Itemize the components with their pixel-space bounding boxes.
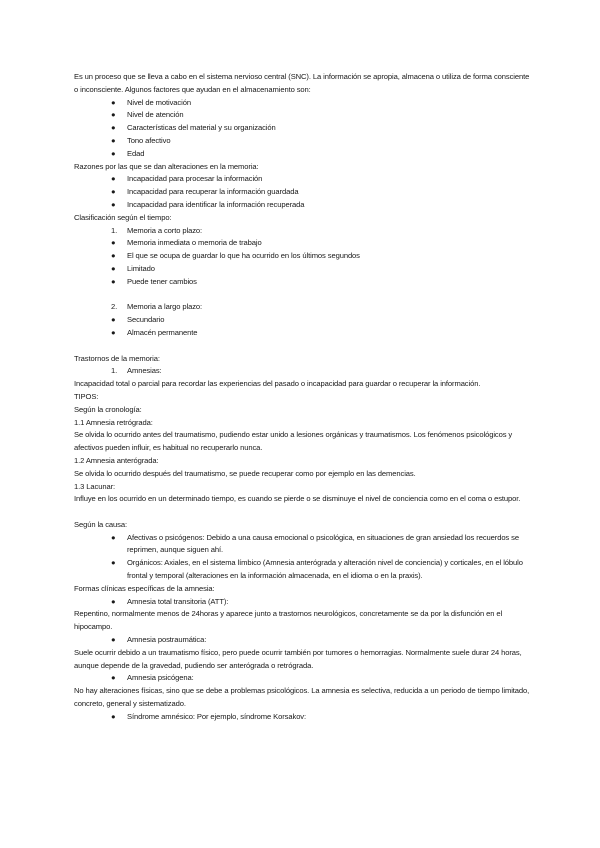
spacer (74, 506, 534, 519)
bullet-icon: ● (111, 315, 116, 325)
list-item: ● El que se ocupa de guardar lo que ha ocurrido en los últimos segundos (74, 250, 534, 263)
bullet-icon: ● (111, 199, 116, 209)
bullet-icon: ● (111, 263, 116, 273)
list-item: ● Amnesia postraumática: (74, 634, 534, 647)
bullet-icon: ● (111, 558, 116, 568)
causa-heading: Según la causa: (74, 519, 127, 529)
bullet-icon: ● (111, 532, 116, 542)
spacer (74, 340, 534, 353)
bullet-icon: ● (111, 635, 116, 645)
list-item: ● Amnesia total transitoria (ATT): (74, 596, 534, 609)
bullet-icon: ● (111, 97, 116, 107)
list-item: ● Secundario (74, 314, 534, 327)
amnesia-definition: Incapacidad total o parcial para recordar las experiencias del pasado o incapacidad para guardar o recuperar la información. (74, 379, 481, 389)
list-item: ● Nivel de atención (74, 109, 534, 122)
list-item: ● Nivel de motivación (74, 97, 534, 110)
bullet-icon: ● (111, 251, 116, 261)
list-item: ● Incapacidad para procesar la información (74, 173, 534, 186)
bullet-icon: ● (111, 174, 116, 184)
intro-paragraph: Es un proceso que se lleva a cabo en el sistema nervioso central (SNC). La información se apropia, almacena o utiliza de forma consciente o inconsciente. Algunos factores que ayudan en el almacenamiento son: (74, 72, 530, 94)
bullet-icon: ● (111, 276, 116, 286)
list-item: ● Memoria inmediata o memoria de trabajo (74, 237, 534, 250)
causa-list (74, 532, 534, 583)
list-item: ● Orgánicos: Axiales, en el sistema límbico (Amnesia anterógrada y alteración nivel de conciencia) y corticales, en el lóbulo frontal y temporal (alteraciones en la información almacenada, en el idioma o en la praxis). (111, 558, 523, 581)
bullet-icon: ● (111, 148, 116, 158)
list-item: ● Almacén permanente (74, 327, 534, 340)
factors-list (74, 97, 534, 161)
list-item: ● Afectivas o psicógenos: Debido a una causa emocional o psicológica, en situaciones de gran ansiedad los recuerdos se reprimen, aunque siguen ahí. (111, 532, 519, 555)
corto-plazo-items (74, 237, 534, 288)
bullet-icon: ● (111, 596, 116, 606)
razones-list (74, 173, 534, 211)
bullet-icon: ● (111, 110, 116, 120)
bullet-icon: ● (111, 673, 116, 683)
list-item: ● Limitado (74, 263, 534, 276)
bullet-icon: ● (111, 238, 116, 248)
psicogena-text: No hay alteraciones físicas, sino que se debe a problemas psicológicos. La amnesia es selectiva, reducida a un periodo de tiempo limitado, concreto, general y sistematizado. (74, 686, 530, 709)
largo-plazo-items (74, 314, 534, 340)
cronologia-heading: Según la cronología: (74, 404, 142, 414)
retrograda-text: Se olvida lo ocurrido antes del traumatismo, pudiendo estar unido a lesiones orgánicas y traumatismos. Los fenómenos psicológicos y afectivos pueden influir, es habitual no recuperarlo nunca. (74, 430, 513, 453)
bullet-icon: ● (111, 711, 116, 721)
sindrome-list (74, 711, 534, 724)
psicogena-list (74, 672, 534, 685)
formas-heading: Formas clínicas específicas de la amnesia: (74, 583, 215, 593)
list-item: ● Amnesia psicógena: (74, 672, 534, 685)
spacer (74, 289, 534, 302)
bullet-icon: ● (111, 327, 116, 337)
postraumatica-text: Suele ocurrir debido a un traumatismo físico, pero puede ocurrir también por tumores o hemorragias. Normalmente suele durar 24 horas, aunque depende de la gravedad, pudiendo ser anterógrada o retrógrada. (74, 647, 522, 670)
tipos-label: TIPOS: (74, 391, 99, 401)
amnesias-list (74, 365, 534, 378)
bullet-icon: ● (111, 123, 116, 133)
anterograda-text: Se olvida lo ocurrido después del traumatismo, se puede recuperar como por ejemplo en las demencias. (74, 468, 416, 478)
bullet-icon: ● (111, 187, 116, 197)
postraumatica-list (74, 634, 534, 647)
att-list (74, 596, 534, 609)
list-item: ● Puede tener cambios (74, 276, 534, 289)
anterograda-title: 1.2 Amnesia anterógrada: (74, 455, 159, 465)
lacunar-text: Influye en los ocurrido en un determinado tiempo, es cuando se pierde o se disminuye el nivel de conciencia como en el coma o estupor. (74, 494, 521, 504)
razones-heading: Razones por las que se dan alteraciones en la memoria: (74, 161, 259, 171)
numbered-item: 2. Memoria a largo plazo: (111, 302, 203, 312)
largo-plazo-list (74, 301, 534, 314)
list-item: ● Características del material y su organización (74, 122, 534, 135)
numbered-item: 1. Amnesias: (111, 366, 162, 376)
document-page (74, 71, 534, 724)
list-item: ● Incapacidad para identificar la información recuperada (74, 199, 534, 212)
list-item: ● Tono afectivo (74, 135, 534, 148)
trastornos-heading: Trastornos de la memoria: (74, 353, 160, 363)
list-item: ● Edad (74, 148, 534, 161)
corto-plazo-list (74, 225, 534, 238)
att-text: Repentino, normalmente menos de 24horas y aparece junto a trastornos neurológicos, concretamente se da por la disfunción en el hipocampo. (74, 609, 503, 632)
list-item: ● Incapacidad para recuperar la información guardada (74, 186, 534, 199)
retrograda-title: 1.1 Amnesia retrógrada: (74, 417, 153, 427)
clasificacion-heading: Clasificación según el tiempo: (74, 212, 172, 222)
bullet-icon: ● (111, 135, 116, 145)
list-item: ● Síndrome amnésico: Por ejemplo, síndrome Korsakov: (74, 711, 534, 724)
lacunar-title: 1.3 Lacunar: (74, 481, 116, 491)
numbered-item: 1. Memoria a corto plazo: (111, 225, 203, 235)
